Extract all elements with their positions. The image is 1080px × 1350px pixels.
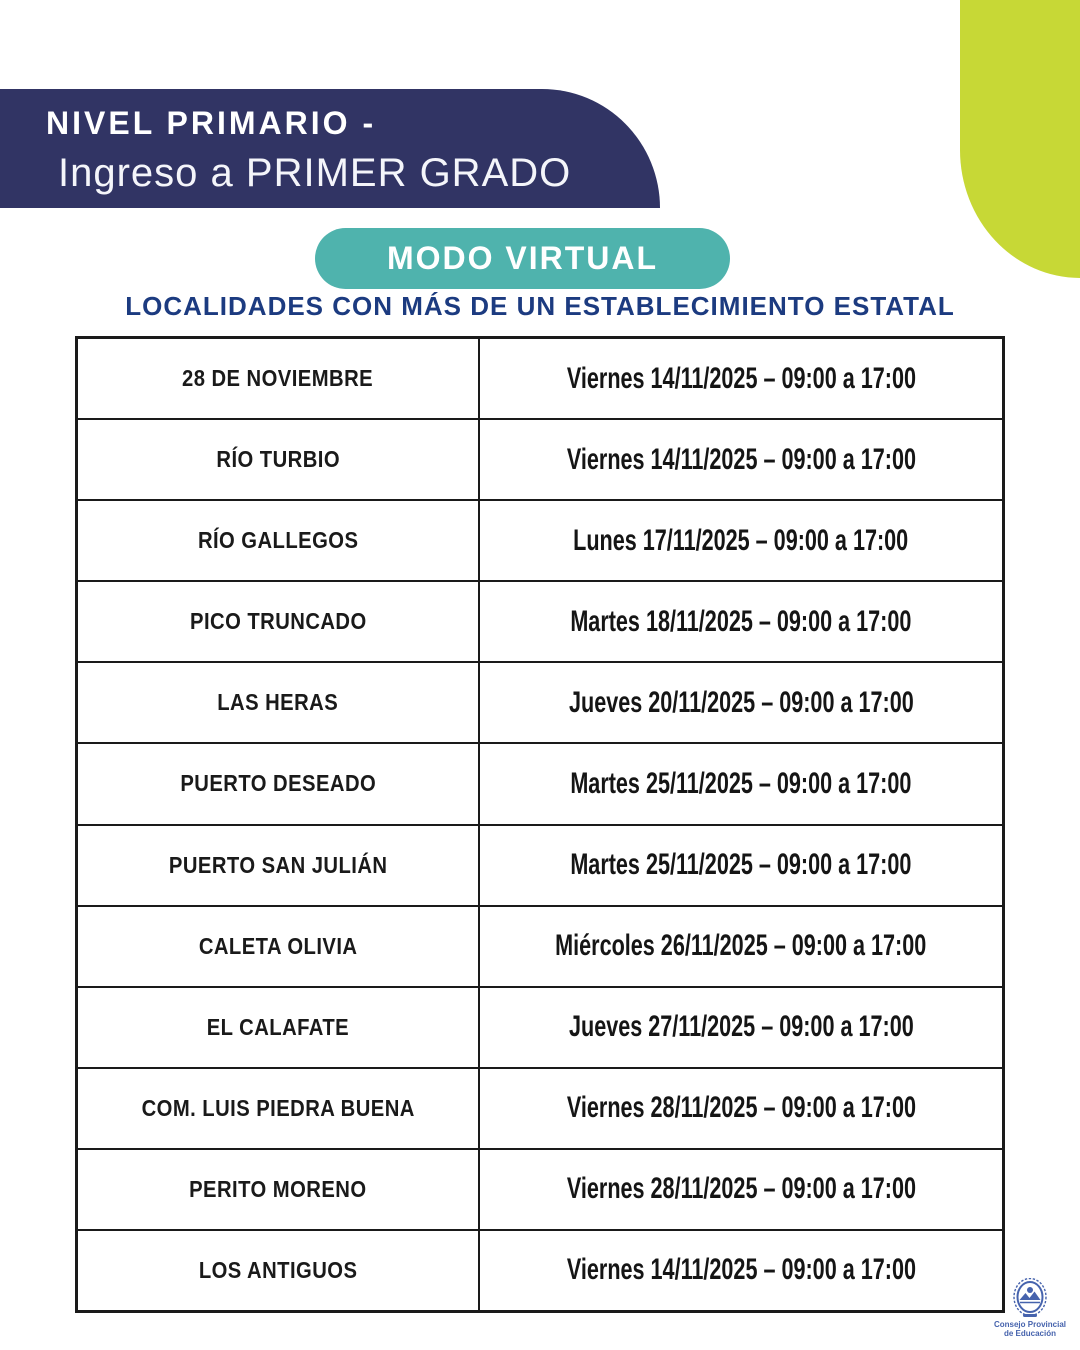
schedule-cell xyxy=(480,988,1002,1067)
locality-label: PICO TRUNCADO xyxy=(189,608,367,635)
locality-cell xyxy=(78,501,478,580)
locality-cell xyxy=(78,988,478,1067)
locality-label: 28 DE NOVIEMBRE xyxy=(182,365,374,392)
locality-cell xyxy=(78,907,478,986)
banner-subtitle: Ingreso a PRIMER GRADO xyxy=(58,151,572,195)
locality-label: LOS ANTIGUOS xyxy=(198,1256,358,1283)
schedule-label: Martes 25/11/2025 – 09:00 a 17:00 xyxy=(570,766,912,800)
schedule-cell xyxy=(480,663,1002,742)
schedule-cell xyxy=(480,501,1002,580)
schedule-cell xyxy=(480,1231,1002,1310)
corner-accent-shape xyxy=(960,0,1080,278)
locality-label: RÍO GALLEGOS xyxy=(197,527,359,554)
schedule-label: Viernes 14/11/2025 – 09:00 a 17:00 xyxy=(566,361,916,395)
schedule-cell xyxy=(480,582,1002,661)
schedule-label: Jueves 20/11/2025 – 09:00 a 17:00 xyxy=(568,685,914,719)
mode-badge xyxy=(315,228,730,289)
locality-label: RÍO TURBIO xyxy=(216,446,340,473)
locality-cell xyxy=(78,744,478,823)
header-banner xyxy=(0,89,660,208)
crest-icon xyxy=(1012,1278,1048,1320)
locality-label: PERITO MORENO xyxy=(189,1175,367,1202)
locality-label: LAS HERAS xyxy=(217,689,339,716)
schedule-cell xyxy=(480,420,1002,499)
locality-label: CALETA OLIVIA xyxy=(198,932,358,959)
banner-title: NIVEL PRIMARIO - xyxy=(46,105,377,141)
locality-cell xyxy=(78,582,478,661)
locality-cell xyxy=(78,420,478,499)
schedule-label: Lunes 17/11/2025 – 09:00 a 17:00 xyxy=(573,523,909,557)
section-title: LOCALIDADES CON MÁS DE UN ESTABLECIMIENTO ESTATAL xyxy=(125,291,955,321)
locality-cell xyxy=(78,1069,478,1148)
schedule-cell xyxy=(480,1069,1002,1148)
mode-badge-label: MODO VIRTUAL xyxy=(386,240,659,276)
locality-cell xyxy=(78,826,478,905)
locality-cell xyxy=(78,1150,478,1229)
schedule-label: Miércoles 26/11/2025 – 09:00 a 17:00 xyxy=(555,929,927,963)
logo-text-line1: Consejo Provincial xyxy=(993,1320,1067,1329)
schedule-table xyxy=(75,336,1005,1313)
schedule-cell xyxy=(480,339,1002,418)
locality-cell xyxy=(78,1231,478,1310)
schedule-label: Martes 18/11/2025 – 09:00 a 17:00 xyxy=(570,604,912,638)
locality-label: EL CALAFATE xyxy=(206,1013,350,1040)
schedule-cell xyxy=(480,907,1002,986)
schedule-label: Jueves 27/11/2025 – 09:00 a 17:00 xyxy=(568,1010,914,1044)
locality-cell xyxy=(78,663,478,742)
locality-label: COM. LUIS PIEDRA BUENA xyxy=(141,1094,415,1121)
schedule-label: Martes 25/11/2025 – 09:00 a 17:00 xyxy=(570,848,912,882)
locality-label: PUERTO SAN JULIÁN xyxy=(168,851,388,878)
schedule-label: Viernes 14/11/2025 – 09:00 a 17:00 xyxy=(566,1253,916,1287)
consejo-provincial-logo xyxy=(988,1278,1072,1338)
schedule-label: Viernes 28/11/2025 – 09:00 a 17:00 xyxy=(566,1172,916,1206)
schedule-cell xyxy=(480,744,1002,823)
schedule-label: Viernes 28/11/2025 – 09:00 a 17:00 xyxy=(566,1091,916,1125)
schedule-cell xyxy=(480,826,1002,905)
schedule-cell xyxy=(480,1150,1002,1229)
locality-cell xyxy=(78,339,478,418)
logo-text-line2: de Educación xyxy=(1003,1329,1056,1338)
schedule-label: Viernes 14/11/2025 – 09:00 a 17:00 xyxy=(566,442,916,476)
locality-label: PUERTO DESEADO xyxy=(180,770,376,797)
